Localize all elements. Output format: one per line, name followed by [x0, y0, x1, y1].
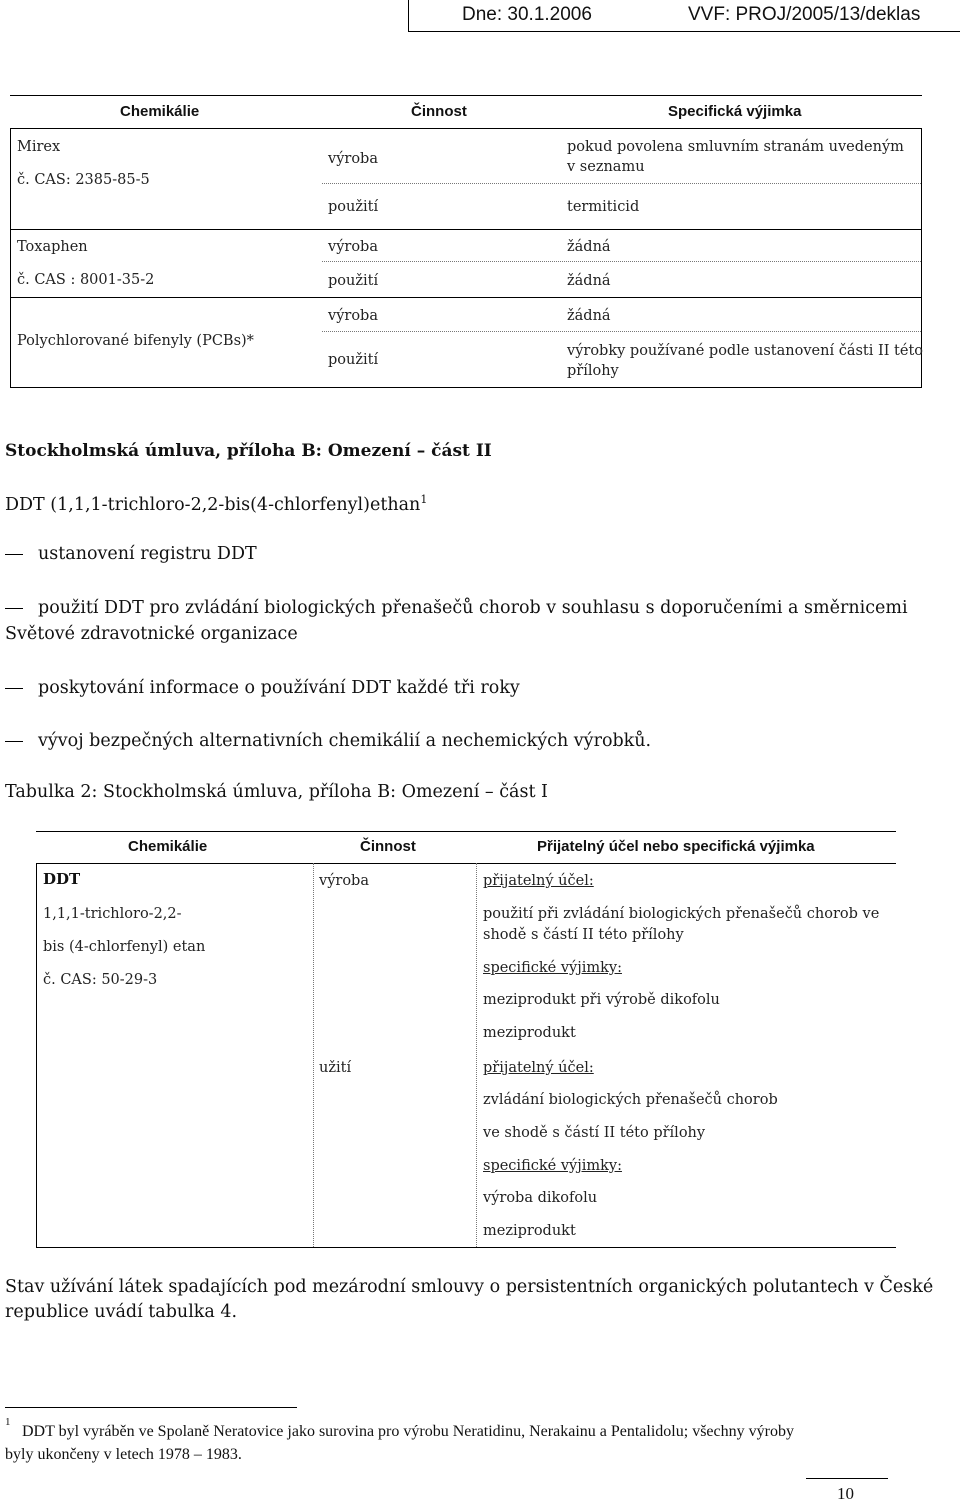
table2-acceptable-purpose-label-1: přijatelný účel:: [483, 873, 594, 889]
page-number: 10: [837, 1484, 854, 1503]
table2-exemption-1: meziprodukt při výrobě dikofolu: [483, 992, 720, 1008]
table1-toxaphen-name: Toxaphen: [17, 239, 88, 255]
table1-mirex-activity-2: použití: [328, 199, 379, 215]
table1-mirex-cas: č. CAS: 2385-85-5: [17, 172, 150, 188]
bullet-dash: [5, 608, 23, 609]
table1-mirex-name: Mirex: [17, 139, 61, 155]
table1-mirex-sub-rule: [322, 183, 921, 184]
table2-col-divider-1: [313, 863, 314, 1247]
bullet-item-1: ustanovení registru DDT: [38, 544, 257, 564]
footnote-number: 1: [5, 1416, 11, 1428]
table1-pcb-name: Polychlorované bifenyly (PCBs)*: [17, 333, 254, 349]
header-date: Dne: 30.1.2006: [462, 4, 592, 25]
table1-header-activity: Činnost: [411, 103, 467, 120]
table1-pcb-activity-1: výroba: [328, 308, 378, 324]
table1-pcb-exemption-1: žádná: [567, 308, 611, 324]
footnote-text-line1: DDT byl vyráběn ve Spolaně Neratovice jako surovina pro výrobu Neratidinu, Nerakainu a Pentalidolu; všechny výroby: [22, 1423, 794, 1440]
table1-header-chemicals: Chemikálie: [120, 103, 200, 120]
table1-toxaphen-exemption-1: žádná: [567, 239, 611, 255]
table2-header-purpose: Přijatelný účel nebo specifická výjimka: [537, 838, 815, 855]
bullet-item-4: vývoj bezpečných alternativních chemikálií a nechemických výrobků.: [38, 731, 652, 751]
header-reference: VVF: PROJ/2005/13/deklas: [688, 4, 921, 25]
table2-purpose-2-line2: ve shodě s částí II této přílohy: [483, 1125, 706, 1141]
table1-row-rule-1: [10, 229, 922, 230]
table1-top-rule: [10, 95, 922, 96]
table1-mirex-exemption-1-line2: v seznamu: [567, 159, 645, 175]
bullet-dash: [5, 741, 23, 742]
table1-toxaphen-exemption-2: žádná: [567, 273, 611, 289]
table1-toxaphen-activity-2: použití: [328, 273, 379, 289]
table1-bottom-rule: [10, 387, 922, 388]
closing-paragraph-line2: republice uvádí tabulka 4.: [5, 1302, 238, 1322]
table2-chemical-cas: č. CAS: 50-29-3: [43, 972, 158, 988]
table2-activity-production: výroba: [319, 873, 369, 889]
table2-exemption-4: meziprodukt: [483, 1223, 576, 1239]
table1-pcb-exemption-2-line2: přílohy: [567, 363, 619, 379]
table2-bottom-rule: [36, 1247, 896, 1248]
table1-pcb-sub-rule: [322, 331, 921, 332]
table2-header-rule: [36, 863, 896, 864]
table2-specific-exemptions-label-2: specifické výjimky:: [483, 1158, 622, 1174]
footnote-text-line2: byly ukončeny v letech 1978 – 1983.: [5, 1446, 242, 1463]
table2-top-rule: [36, 831, 896, 832]
table1-toxaphen-sub-rule: [322, 261, 921, 262]
footnote-separator: [5, 1407, 297, 1408]
section-heading: Stockholmská úmluva, příloha B: Omezení – část II: [5, 441, 492, 461]
table2-chemical-name: DDT: [43, 870, 81, 888]
bullet-dash: [5, 688, 23, 689]
table2-purpose-2-line1: zvládání biologických přenašečů chorob: [483, 1092, 778, 1108]
ddt-definition: [5, 487, 427, 518]
table2-purpose-1-line2: shodě s částí II této přílohy: [483, 927, 684, 943]
table2-caption: Tabulka 2: Stockholmská úmluva, příloha B: Omezení – část I: [5, 782, 548, 802]
table1-pcb-activity-2: použití: [328, 352, 379, 368]
footnote-reference: 1: [420, 493, 428, 506]
table1-row-rule-2: [10, 297, 922, 298]
table2-chemical-line1: 1,1,1-trichloro-2,2-: [43, 906, 182, 922]
closing-paragraph-line1: Stav užívání látek spadajících pod mezárodní smlouvy o persistentních organických polutantech v České: [5, 1277, 934, 1297]
bullet-item-3: poskytování informace o používání DDT každé tři roky: [38, 678, 520, 698]
table2-exemption-3: výroba dikofolu: [483, 1190, 598, 1206]
table1-pcb-exemption-2-line1: výrobky používané podle ustanovení části II této: [567, 343, 924, 359]
table2-specific-exemptions-label-1: specifické výjimky:: [483, 960, 622, 976]
table2-col-divider-2: [476, 863, 477, 1247]
table2-purpose-1-line1: použití při zvládání biologických přenašečů chorob ve: [483, 906, 880, 922]
table2-left-border: [36, 863, 37, 1247]
table2-header-chemicals: Chemikálie: [128, 838, 208, 855]
table2-exemption-2: meziprodukt: [483, 1025, 576, 1041]
table1-toxaphen-cas: č. CAS : 8001-35-2: [17, 272, 155, 288]
bullet-dash: [5, 554, 23, 555]
table1-mirex-activity-1: výroba: [328, 151, 378, 167]
table2-activity-use: užití: [319, 1060, 352, 1076]
table1-header-rule: [10, 128, 922, 129]
page-number-rule: [806, 1478, 888, 1479]
bullet-item-2-continuation: Světové zdravotnické organizace: [5, 624, 298, 644]
ddt-definition-text: DDT (1,1,1-trichloro-2,2-bis(4-chlorfenyl)ethan: [5, 494, 421, 515]
table2-acceptable-purpose-label-2: přijatelný účel:: [483, 1060, 594, 1076]
table1-mirex-exemption-2: termiticid: [567, 199, 640, 215]
table1-left-border: [10, 128, 11, 387]
table1-mirex-exemption-1-line1: pokud povolena smluvním stranám uvedeným: [567, 139, 904, 155]
table1-toxaphen-activity-1: výroba: [328, 239, 378, 255]
bullet-item-2: použití DDT pro zvládání biologických přenašečů chorob v souhlasu s doporučeními a směrnicemi: [38, 598, 908, 618]
table2-header-activity: Činnost: [360, 838, 416, 855]
table2-chemical-line2: bis (4-chlorfenyl) etan: [43, 939, 206, 955]
table1-header-exemption: Specifická výjimka: [668, 103, 802, 120]
